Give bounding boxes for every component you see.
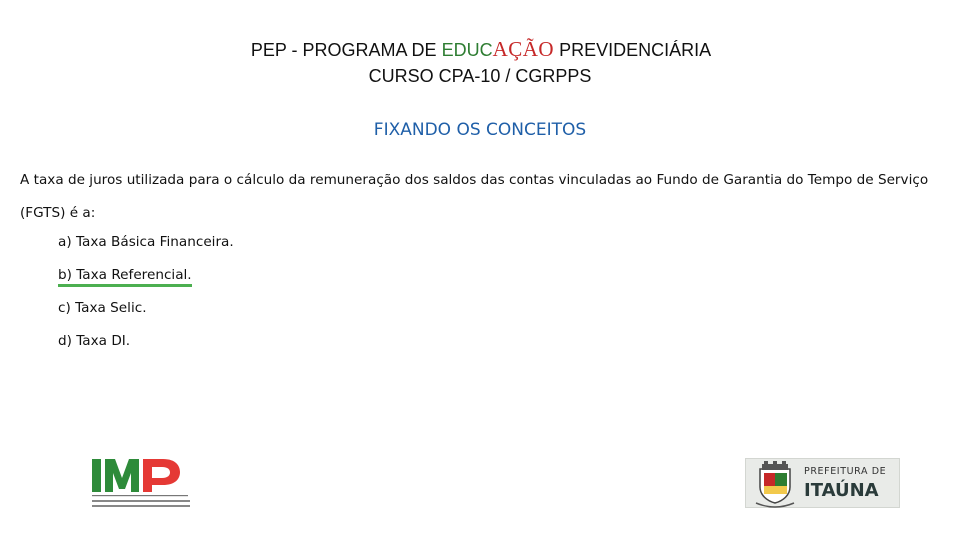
itauna-label: ITAÚNA (804, 480, 879, 501)
answer-options (58, 228, 234, 360)
header-line-2: CURSO CPA-10 / CGRPPS (368, 66, 592, 86)
option-a: a) Taxa Básica Financeira. (58, 234, 234, 250)
section-title: FIXANDO OS CONCEITOS (373, 120, 587, 140)
header-line1-pre: PEP - PROGRAMA DE (250, 40, 442, 60)
imp-logo-graphic (90, 456, 202, 512)
header-accent-educ: EDUC (441, 40, 493, 60)
option-c: c) Taxa Selic. (58, 300, 147, 316)
imp-logo (90, 456, 202, 512)
header-line-1 (0, 36, 960, 63)
option-d: d) Taxa DI. (58, 333, 131, 349)
prefeitura-label: PREFEITURA DE (804, 466, 887, 477)
header-accent-acao: AÇÃO (492, 37, 555, 61)
question-text: A taxa de juros utilizada para o cálculo da remuneração dos saldos das contas vinculadas ao Fundo de Garantia do Tempo de Serviço (FGTS) é a: (20, 172, 929, 221)
prefeitura-itauna-logo (745, 458, 900, 508)
option-b-correct: b) Taxa Referencial. (58, 261, 234, 294)
header-line1-post: PREVIDENCIÁRIA (554, 40, 712, 60)
slide-header (0, 36, 960, 89)
